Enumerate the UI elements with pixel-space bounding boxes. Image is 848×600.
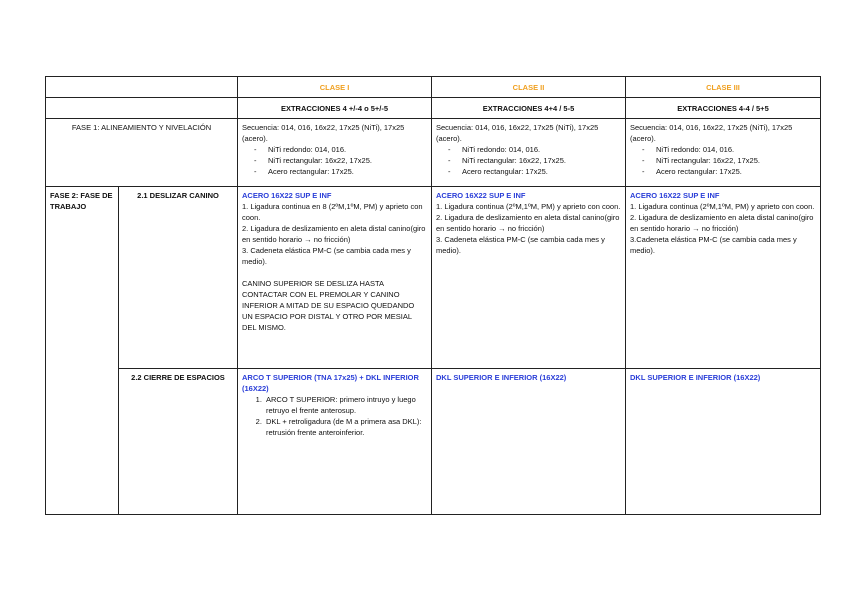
treatment-table [45,76,821,515]
cierre-clase-1 [238,369,432,515]
step-1: 1. Ligadura continua en 8 (2ºM,1ºM, PM) y aprieto con coon. [242,202,423,222]
wire-list [630,144,816,177]
fase2-label: FASE 2: FASE DE TRABAJO [46,187,119,515]
list-item: - NiTi rectangular: 16x22, 17x25. [656,155,816,166]
list-item: - NiTi rectangular: 16x22, 17x25. [268,155,427,166]
list-item: - NiTi redondo: 014, 016. [268,144,427,155]
list-item: 1. ARCO T SUPERIOR: primero intruyo y luego retruyo el frente anterosup. [264,394,427,416]
header-clase-1: CLASE I [238,77,432,98]
step-3: 3.Cadeneta elástica PM-C (se cambia cada mes y medio). [630,235,797,255]
header-clase-3: CLASE III [626,77,821,98]
deslizar-label: 2.1 DESLIZAR CANINO [119,187,238,369]
wire-list [436,144,621,177]
fase1-row [46,119,821,187]
fase1-clase-1 [238,119,432,187]
extractions-clase-2: EXTRACCIONES 4+4 / 5-5 [432,98,626,119]
wire-title: DKL SUPERIOR E INFERIOR (16X22) [630,373,761,382]
list-item: - NiTi rectangular: 16x22, 17x25. [462,155,621,166]
list-item: - Acero rectangular: 17x25. [656,166,816,177]
extractions-clase-1: EXTRACCIONES 4 +/-4 o 5+/-5 [238,98,432,119]
fase1-clase-3 [626,119,821,187]
closure-steps [242,394,427,438]
list-item: 2. DKL + retroligadura (de M a primera asa DKL): retrusión frente anteroinferior. [264,416,427,438]
step-2: 2. Ligadura de deslizamiento en aleta distal canino(giro en sentido horario → no fricción) [436,213,620,233]
list-item: - NiTi redondo: 014, 016. [656,144,816,155]
step-2: 2. Ligadura de deslizamiento en aleta distal canino(giro en sentido horario → no fricción) [630,213,814,233]
sequence-text: Secuencia: 014, 016, 16x22, 17x25 (NiTi), 17x25 (acero). [242,123,405,143]
list-item: - Acero rectangular: 17x25. [268,166,427,177]
list-item: - NiTi redondo: 014, 016. [462,144,621,155]
extractions-clase-3: EXTRACCIONES 4-4 / 5+5 [626,98,821,119]
step-1: 1. Ligadura continua (2ºM,1ºM, PM) y aprieto con coon. [436,202,621,211]
fase1-label: FASE 1: ALINEAMIENTO Y NIVELACIÓN [46,119,238,187]
wire-title: ACERO 16X22 SUP E INF [242,191,332,200]
header-empty-cell [46,77,238,98]
header-clase-2: CLASE II [432,77,626,98]
canine-note: CANINO SUPERIOR SE DESLIZA HASTA CONTACTAR CON EL PREMOLAR Y CANINO INFERIOR A MITAD DE SU ESPACIO QUEDANDO UN ESPACIO POR DISTAL Y OTRO POR MESIAL DEL MISMO. [242,279,415,332]
deslizar-clase-3 [626,187,821,369]
step-2: 2. Ligadura de deslizamiento en aleta distal canino(giro en sentido horario → no fricción) [242,224,426,244]
step-1: 1. Ligadura continua (2ºM,1ºM, PM) y aprieto con coon. [630,202,815,211]
wire-title: ACERO 16X22 SUP E INF [630,191,720,200]
wire-title: DKL SUPERIOR E INFERIOR (16X22) [436,373,567,382]
wire-title: ACERO 16X22 SUP E INF [436,191,526,200]
extractions-empty-cell [46,98,238,119]
step-3: 3. Cadeneta elástica PM-C (se cambia cada mes y medio). [436,235,605,255]
wire-title: ARCO T SUPERIOR (TNA 17x25) + DKL INFERIOR (16X22) [242,373,419,393]
sequence-text: Secuencia: 014, 016, 16x22, 17x25 (NiTi), 17x25 (acero). [630,123,793,143]
deslizar-clase-2 [432,187,626,369]
fase2-cierre-row [46,369,821,515]
step-3: 3. Cadeneta elástica PM-C (se cambia cada mes y medio). [242,246,411,266]
extractions-row [46,98,821,119]
header-row [46,77,821,98]
sequence-text: Secuencia: 014, 016, 16x22, 17x25 (NiTi), 17x25 (acero). [436,123,599,143]
deslizar-clase-1 [238,187,432,369]
list-item: - Acero rectangular: 17x25. [462,166,621,177]
fase1-clase-2 [432,119,626,187]
cierre-label: 2.2 CIERRE DE ESPACIOS [119,369,238,515]
cierre-clase-3 [626,369,821,515]
fase2-deslizar-row [46,187,821,369]
cierre-clase-2 [432,369,626,515]
wire-list [242,144,427,177]
